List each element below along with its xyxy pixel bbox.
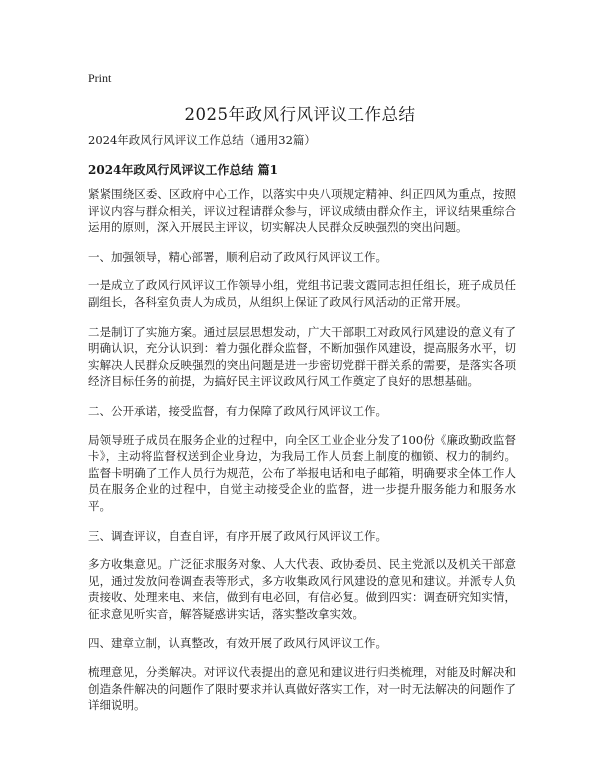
document-title: 2025年政风行风评议工作总结: [184, 105, 416, 124]
section-heading: 2024年政风行风评议工作总结 篇1: [88, 163, 278, 177]
paragraph: 二是制订了实施方案。通过层层思想发动，广大干部职工对政风行风建设的意义有了明确认识，充分认识到：着力强化群众监督，不断加强作风建设，提高服务水平，切实解决人民群众反映强烈的突出问题是进一步密切党群干群关系的需要，是落实各项经济目标任务的前提，为搞好民主评议政风行风工作奠定了良好的思想基础。: [88, 324, 516, 389]
paragraph-heading-1: 一、加强领导，精心部署，顺利启动了政风行风评议工作。: [88, 249, 387, 264]
paragraph: 梳理意见，分类解决。对评议代表提出的意见和建议进行归类梳理，对能及时解决和创造条件解决的问题作了限时要求并认真做好落实工作，对一时无法解决的问题作了详细说明。: [88, 665, 516, 713]
document-subtitle: 2024年政风行风评议工作总结（通用32篇）: [88, 133, 316, 147]
paragraph-heading-4: 四、建章立制，认真整改，有效开展了政风行风评议工作。: [88, 636, 387, 651]
paragraph-heading-2: 二、公开承诺，接受监督，有力保障了政风行风评议工作。: [88, 403, 387, 418]
paragraph: 局领导班子成员在服务企业的过程中，向全区工业企业分发了100份《廉政勤政监督卡》，主动将监督权送到企业身边，为我局工作人员套上制度的枷锁、权力的制约。监督卡明确了工作人员行为规范，公布了举报电话和电子邮箱，明确要求全体工作人员在服务企业的过程中，自觉主动接受企业的监督，进一步提升服务能力和服务水平。: [88, 432, 516, 513]
document-body: [88, 186, 516, 727]
print-link[interactable]: Print: [88, 71, 112, 85]
paragraph-heading-3: 三、调查评议，自查自评，有序开展了政风行风评议工作。: [88, 528, 387, 543]
paragraph: 多方收集意见。广泛征求服务对象、人大代表、政协委员、民主党派以及机关干部意见，通过发放问卷调查表等形式，多方收集政风行风建设的意见和建议。并派专人负责接收、处理来电、来信，做到有电必回，有信必复。做到四实：调查研究知实情，征求意见听实音，解答疑惑讲实话，落实整改拿实效。: [88, 557, 516, 621]
paragraph: 一是成立了政风行风评议工作领导小组，党组书记裴文霞同志担任组长，班子成员任副组长，各科室负责人为成员，从组织上保证了政风行风活动的正常开展。: [88, 278, 516, 309]
paragraph-intro: 紧紧围绕区委、区政府中心工作，以落实中央八项规定精神、纠正四风为重点，按照评议内容与群众相关，评议过程请群众参与，评议成绩由群众作主，评议结果重综合运用的原则，深入开展民主评议，切实解决人民群众反映强烈的突出问题。: [88, 187, 516, 235]
